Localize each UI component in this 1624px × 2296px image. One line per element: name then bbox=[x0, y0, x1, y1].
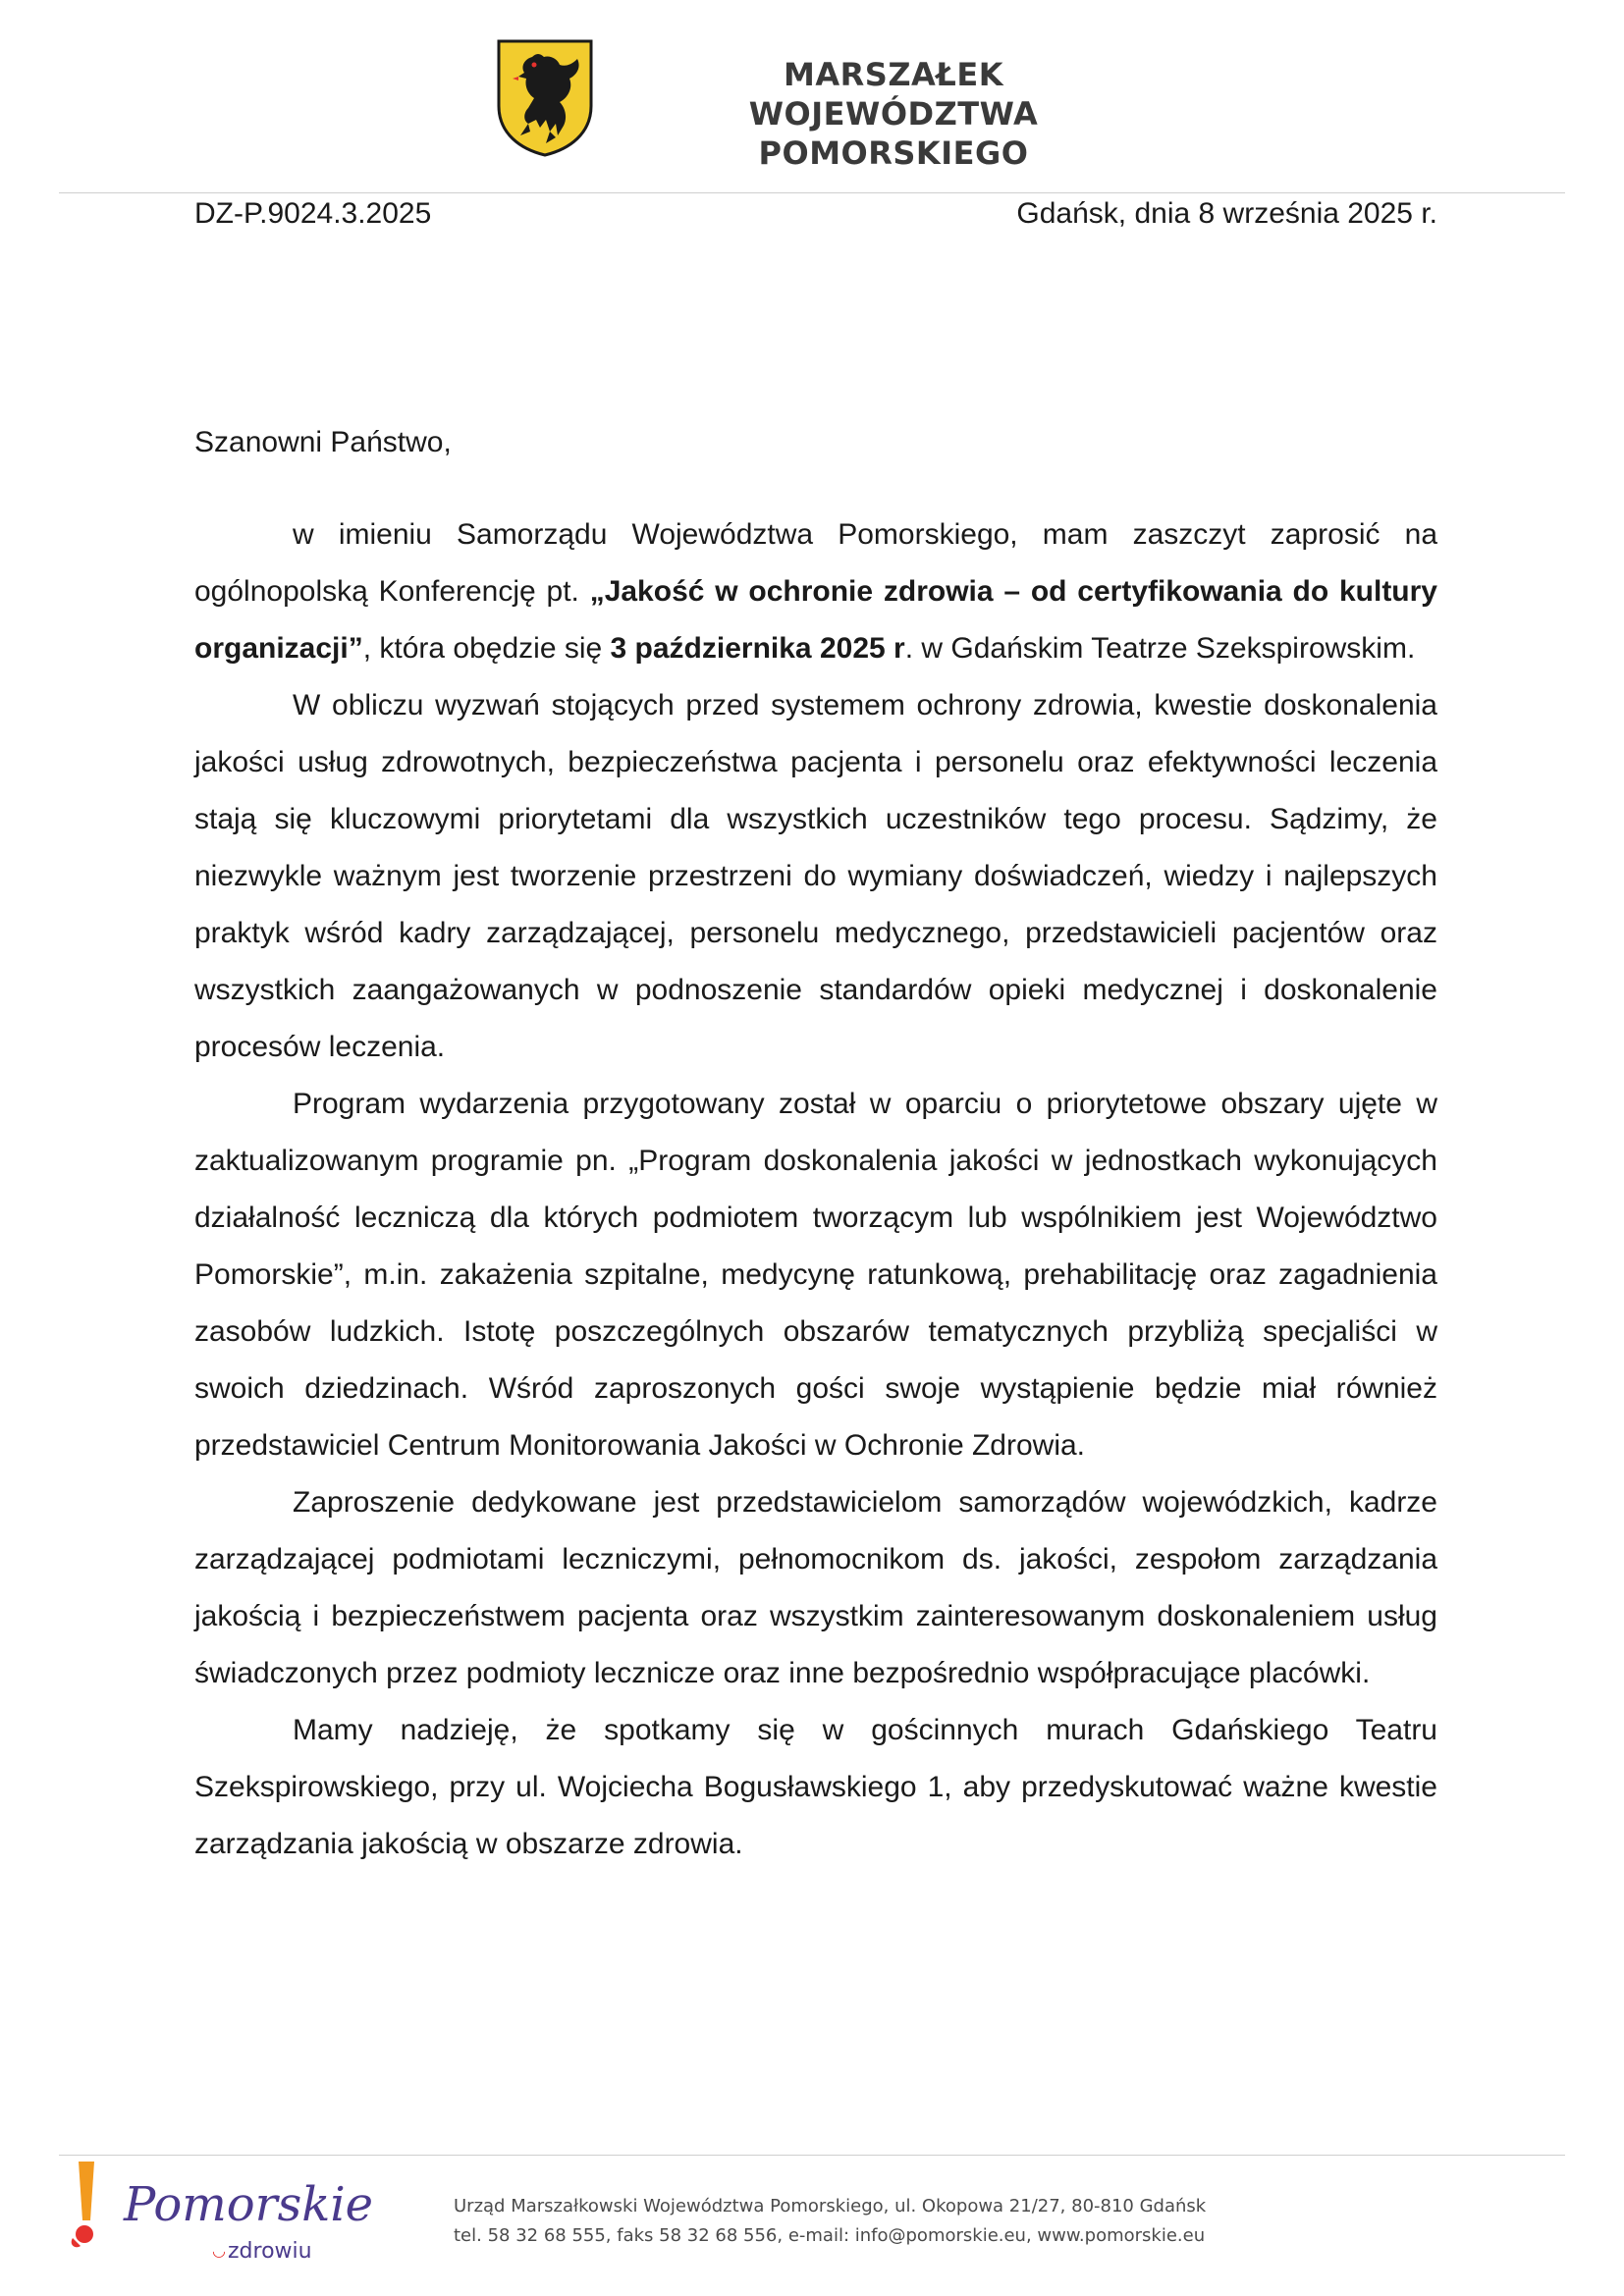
reference-row bbox=[194, 196, 1437, 232]
reference-number: DZ-P.9024.3.2025 bbox=[194, 197, 432, 230]
paragraph-audience: Zaproszenie dedykowane jest przedstawicielom samorządów wojewódzkich, kadrze zarządzającej podmiotami leczniczymi, pełnomocnikom ds. jakości, zespołom zarządzania jakością i bezpieczeństwem pacjenta oraz wszystkim zainteresowanym doskonaleniem usług świadczonych przez podmioty lecznicze oraz inne bezpośrednio współpracujące placówki. bbox=[194, 1486, 1437, 1689]
header-divider bbox=[59, 192, 1565, 193]
salutation: Szanowni Państwo, bbox=[194, 426, 452, 458]
griffin-coat-of-arms-icon bbox=[495, 37, 595, 157]
paragraph-program: Program wydarzenia przygotowany został w oparciu o priorytetowe obszary ujęte w zaktualizowanym programie pn. „Program doskonalenia jakości w jednostkach wykonujących działalność leczniczą dla których podmiotem tworzącym lub wspólnikiem jest Województwo Pomorskie”, m.in. zakażenia szpitalne, medycynę ratunkową, prehabilitację oraz zagadnienia zasobów ludzkich. Istotę poszczególnych obszarów tematycznych przybliżą specjaliści w swoich dziedzinach. Wśród zaproszonych gości swoje wystąpienie będzie miał również przedstawiciel Centrum Monitorowania Jakości w Ochronie Zdrowia. bbox=[194, 1088, 1437, 1462]
paragraph-challenges: W obliczu wyzwań stojących przed systemem ochrony zdrowia, kwestie doskonalenia jakości usług zdrowotnych, bezpieczeństwa pacjenta i personelu oraz efektywności leczenia stają się kluczowymi priorytetami dla wszystkich uczestników tego procesu. Sądzimy, że niezwykle ważnym jest tworzenie przestrzeni do wymiany doświadczeń, wiedzy i najlepszych praktyk wśród kadry zarządzającej, personelu medycznego, przedstawicieli pacjentów oraz wszystkich zaangażowanych w podnoszenie standardów opieki medycznej i doskonalenie procesów leczenia. bbox=[194, 689, 1437, 1063]
footer-address-line1: Urząd Marszałkowski Województwa Pomorskiego, ul. Okopowa 21/27, 80-810 Gdańsk bbox=[454, 2196, 1207, 2216]
paragraph-invitation-part-e: . w Gdańskim Teatrze Szekspirowskim. bbox=[904, 632, 1416, 665]
logo-graphic bbox=[65, 2160, 399, 2268]
footer-address bbox=[454, 2192, 1337, 2251]
place-date: Gdańsk, dnia 8 września 2025 r. bbox=[1016, 197, 1437, 230]
conference-date: 3 października 2025 r bbox=[610, 632, 905, 665]
org-title-line1: MARSZAŁEK bbox=[784, 56, 1003, 93]
org-title-line2: WOJEWÓDZTWA POMORSKIEGO bbox=[748, 95, 1039, 172]
logo-subtitle: zdrowiu bbox=[228, 2239, 312, 2264]
paragraph-invitation bbox=[194, 507, 1437, 677]
letterhead bbox=[0, 0, 1624, 187]
org-title bbox=[619, 55, 1168, 173]
footer-divider bbox=[59, 2155, 1565, 2156]
paragraph-closing: Mamy nadzieję, że spotkamy się w gościnnych murach Gdańskiego Teatru Szekspirowskiego, przy ul. Wojciecha Bogusławskiego 1, aby przedyskutować ważne kwestie zarządzania jakością w obszarze zdrowia. bbox=[194, 1714, 1437, 1860]
pomorskie-w-zdrowiu-logo bbox=[65, 2160, 399, 2268]
logo-wordmark: Pomorskie bbox=[124, 2177, 374, 2232]
paragraph-invitation-part-c: , która obędzie się bbox=[362, 632, 611, 665]
footer-contact-line: tel. 58 32 68 555, faks 58 32 68 556, e-mail: info@pomorskie.eu, www.pomorskie.eu bbox=[454, 2225, 1206, 2246]
letter-body bbox=[194, 507, 1437, 1873]
svg-text:◡: ◡ bbox=[212, 2241, 226, 2260]
conference-title: „Jakość w ochronie zdrowia – od certyfikowania do kultury organizacji” bbox=[194, 575, 1437, 665]
paragraph-invitation-part-a: w imieniu Samorządu Województwa Pomorskiego, mam zaszczyt zaprosić na ogólnopolską Konferencję pt. bbox=[194, 518, 1437, 608]
